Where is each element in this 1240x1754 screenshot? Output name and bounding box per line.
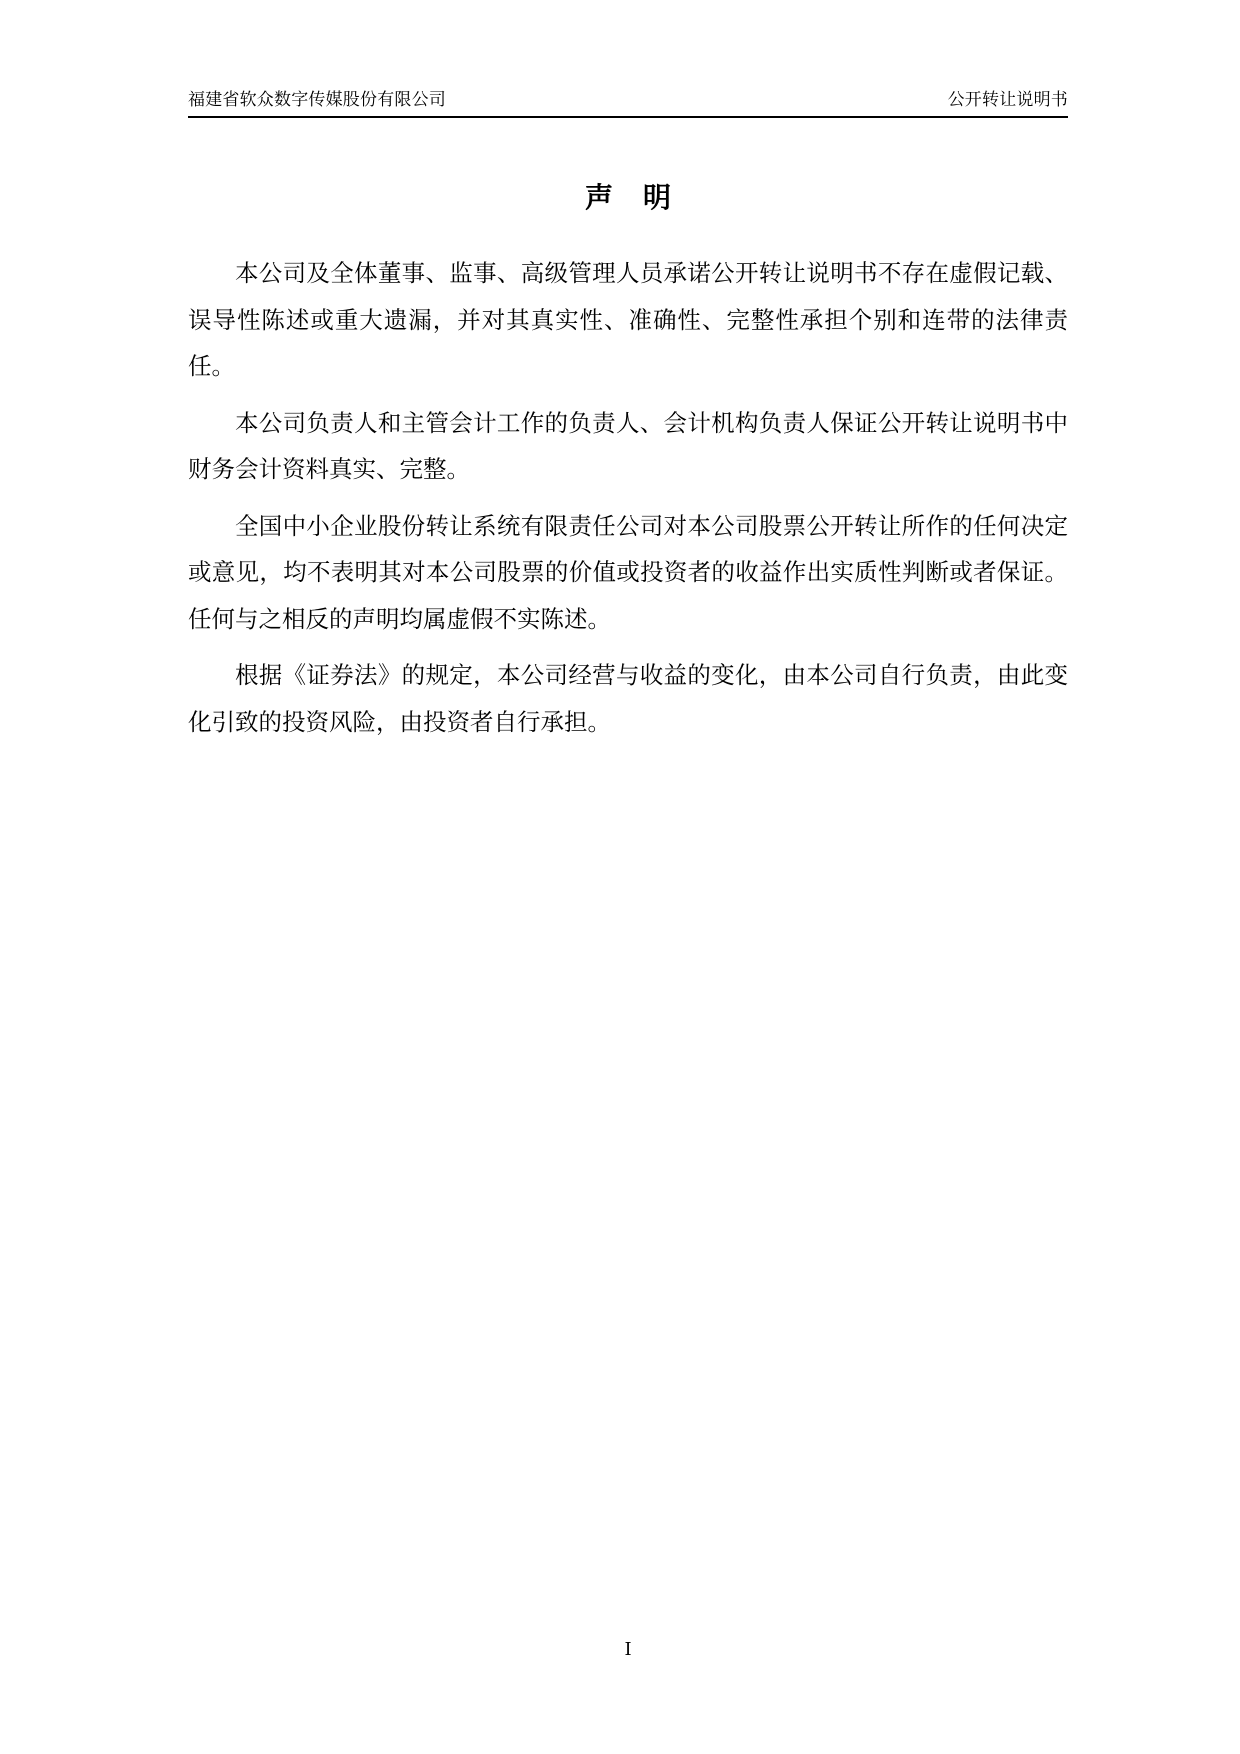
title-char-1: 声 bbox=[584, 181, 613, 214]
paragraph-1: 本公司及全体董事、监事、高级管理人员承诺公开转让说明书不存在虚假记载、误导性陈述或重大遗漏，并对其真实性、准确性、完整性承担个别和连带的法律责任。 bbox=[188, 259, 1068, 380]
paragraph-2: 本公司负责人和主管会计工作的负责人、会计机构负责人保证公开转让说明书中财务会计资料真实、完整。 bbox=[188, 408, 1068, 483]
title-char-2: 明 bbox=[643, 181, 672, 214]
declaration-body bbox=[188, 250, 1068, 755]
paragraph-4: 根据《证券法》的规定，本公司经营与收益的变化，由本公司自行负责，由此变化引致的投资风险，由投资者自行承担。 bbox=[188, 661, 1068, 736]
header-company-name: 福建省软众数字传媒股份有限公司 bbox=[188, 90, 446, 110]
page-number: I bbox=[624, 1639, 632, 1660]
page-header bbox=[188, 88, 1068, 118]
paragraph-3: 全国中小企业股份转让系统有限责任公司对本公司股票公开转让所作的任何决定或意见，均不表明其对本公司股票的价值或投资者的收益作出实质性判断或者保证。任何与之相反的声明均属虚假不实陈述。 bbox=[188, 511, 1068, 633]
page-title bbox=[188, 178, 1068, 218]
header-document-title: 公开转让说明书 bbox=[947, 90, 1068, 110]
